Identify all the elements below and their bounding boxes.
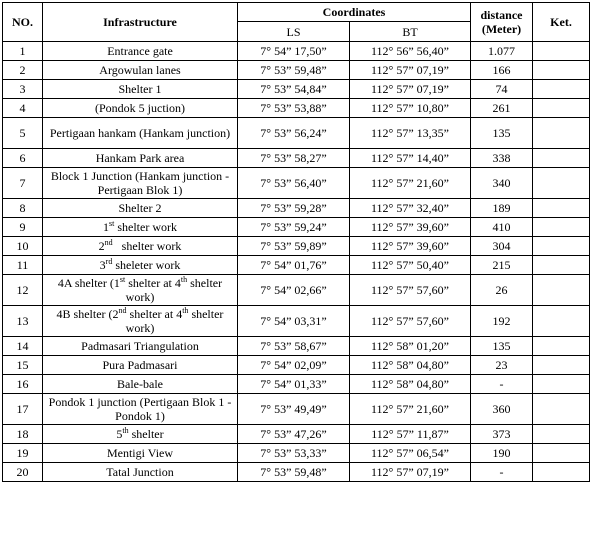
cell-distance: 340: [471, 168, 533, 199]
cell-bt: 112° 57” 50,40”: [350, 256, 471, 275]
cell-ket: [533, 275, 590, 306]
cell-distance: 360: [471, 394, 533, 425]
table-row: [3, 218, 590, 237]
cell-infrastructure: Shelter 2: [43, 199, 238, 218]
cell-ket: [533, 356, 590, 375]
cell-distance: 373: [471, 425, 533, 444]
infra-ordinal: st: [109, 219, 115, 228]
cell-ket: [533, 337, 590, 356]
table-row: [3, 149, 590, 168]
cell-ket: [533, 463, 590, 482]
cell-no: 4: [3, 99, 43, 118]
cell-ket: [533, 61, 590, 80]
infra-text-c: shelter work): [125, 307, 224, 335]
infra-text-a: 4B shelter (2: [56, 307, 119, 321]
cell-bt: 112° 57” 07,19”: [350, 61, 471, 80]
cell-infrastructure: Pondok 1 junction (Pertigaan Blok 1 - Pondok 1): [43, 394, 238, 425]
cell-ls: 7° 53” 53,33”: [238, 444, 350, 463]
cell-no: 3: [3, 80, 43, 99]
infra-ordinal-2: th: [180, 275, 188, 284]
table-row: [3, 99, 590, 118]
cell-no: 5: [3, 118, 43, 149]
cell-bt: 112° 57” 39,60”: [350, 237, 471, 256]
cell-bt: 112° 57” 07,19”: [350, 463, 471, 482]
cell-ls: 7° 54” 17,50”: [238, 42, 350, 61]
cell-ls: 7° 53” 59,24”: [238, 218, 350, 237]
cell-distance: -: [471, 375, 533, 394]
cell-ket: [533, 118, 590, 149]
infra-ordinal-1: st: [119, 275, 126, 284]
table-row: [3, 275, 590, 306]
cell-ls: 7° 53” 59,28”: [238, 199, 350, 218]
cell-ket: [533, 42, 590, 61]
header-distance: distance (Meter): [471, 3, 533, 42]
cell-infrastructure: Tatal Junction: [43, 463, 238, 482]
cell-infrastructure: Argowulan lanes: [43, 61, 238, 80]
cell-no: 15: [3, 356, 43, 375]
cell-no: 20: [3, 463, 43, 482]
cell-no: 7: [3, 168, 43, 199]
header-coordinates: Coordinates: [238, 3, 471, 22]
infra-ordinal-2: th: [182, 306, 189, 315]
cell-distance: 190: [471, 444, 533, 463]
table-row: [3, 337, 590, 356]
cell-bt: 112° 58” 04,80”: [350, 356, 471, 375]
cell-ls: 7° 53” 58,27”: [238, 149, 350, 168]
table-row: [3, 118, 590, 149]
table-row: [3, 306, 590, 337]
table-row: [3, 463, 590, 482]
cell-bt: 112° 57” 39,60”: [350, 218, 471, 237]
cell-ls: 7° 53” 58,67”: [238, 337, 350, 356]
cell-bt: 112° 57” 32,40”: [350, 199, 471, 218]
cell-distance: 410: [471, 218, 533, 237]
cell-no: 11: [3, 256, 43, 275]
table-row: [3, 168, 590, 199]
cell-no: 12: [3, 275, 43, 306]
cell-distance: 304: [471, 237, 533, 256]
cell-distance: 26: [471, 275, 533, 306]
infra-text: sheleter work: [112, 258, 181, 272]
cell-ket: [533, 444, 590, 463]
table-row: [3, 425, 590, 444]
cell-infrastructure: [43, 256, 238, 275]
cell-distance: 135: [471, 337, 533, 356]
cell-bt: 112° 57” 07,19”: [350, 80, 471, 99]
cell-distance: 192: [471, 306, 533, 337]
cell-infrastructure: Hankam Park area: [43, 149, 238, 168]
header-ket: Ket.: [533, 3, 590, 42]
cell-infrastructure: Block 1 Junction (Hankam junction - Pertigaan Blok 1): [43, 168, 238, 199]
cell-distance: 338: [471, 149, 533, 168]
cell-infrastructure: [43, 237, 238, 256]
infra-text: shelter: [128, 427, 164, 441]
table-row: [3, 356, 590, 375]
cell-no: 8: [3, 199, 43, 218]
cell-ls: 7° 53” 56,40”: [238, 168, 350, 199]
cell-ket: [533, 80, 590, 99]
cell-no: 16: [3, 375, 43, 394]
cell-distance: 261: [471, 99, 533, 118]
cell-infrastructure: Pura Padmasari: [43, 356, 238, 375]
infrastructure-table-container: [2, 2, 590, 482]
infra-ordinal: rd: [105, 257, 113, 266]
cell-no: 17: [3, 394, 43, 425]
table-row: [3, 42, 590, 61]
cell-bt: 112° 57” 13,35”: [350, 118, 471, 149]
cell-ls: 7° 54” 02,66”: [238, 275, 350, 306]
cell-bt: 112° 57” 14,40”: [350, 149, 471, 168]
cell-ls: 7° 54” 01,33”: [238, 375, 350, 394]
cell-infrastructure: Padmasari Triangulation: [43, 337, 238, 356]
cell-no: 14: [3, 337, 43, 356]
cell-distance: 215: [471, 256, 533, 275]
table-row: [3, 256, 590, 275]
cell-no: 9: [3, 218, 43, 237]
cell-distance: 74: [471, 80, 533, 99]
cell-ket: [533, 168, 590, 199]
infrastructure-coordinates-table: [2, 2, 590, 482]
infra-number: 1: [103, 220, 109, 234]
header-no: NO.: [3, 3, 43, 42]
infra-number: 2: [98, 239, 105, 253]
cell-ket: [533, 306, 590, 337]
cell-no: 10: [3, 237, 43, 256]
cell-infrastructure: Bale-bale: [43, 375, 238, 394]
cell-ket: [533, 237, 590, 256]
cell-infrastructure: [43, 306, 238, 337]
infra-text-c: shelter work): [125, 276, 223, 304]
cell-bt: 112° 57” 06,54”: [350, 444, 471, 463]
cell-no: 13: [3, 306, 43, 337]
cell-ls: 7° 54” 01,76”: [238, 256, 350, 275]
cell-ls: 7° 54” 02,09”: [238, 356, 350, 375]
cell-bt: 112° 57” 21,60”: [350, 394, 471, 425]
cell-ket: [533, 199, 590, 218]
cell-ls: 7° 53” 54,84”: [238, 80, 350, 99]
cell-infrastructure: Mentigi View: [43, 444, 238, 463]
infra-text-b: shelter at 4: [125, 276, 181, 290]
cell-infrastructure: Pertigaan hankam (Hankam junction): [43, 118, 238, 149]
cell-ket: [533, 256, 590, 275]
cell-ls: 7° 53” 59,48”: [238, 61, 350, 80]
header-bt: BT: [350, 22, 471, 42]
cell-distance: -: [471, 463, 533, 482]
infra-number: 5: [116, 427, 123, 441]
header-infrastructure: Infrastructure: [43, 3, 238, 42]
cell-ket: [533, 425, 590, 444]
cell-ket: [533, 149, 590, 168]
cell-no: 1: [3, 42, 43, 61]
cell-bt: 112° 58” 01,20”: [350, 337, 471, 356]
cell-ls: 7° 54” 03,31”: [238, 306, 350, 337]
cell-ls: 7° 53” 59,48”: [238, 463, 350, 482]
infra-ordinal-1: nd: [118, 306, 127, 315]
cell-bt: 112° 57” 57,60”: [350, 275, 471, 306]
cell-ls: 7° 53” 49,49”: [238, 394, 350, 425]
cell-ket: [533, 394, 590, 425]
table-row: [3, 80, 590, 99]
cell-distance: 1.077: [471, 42, 533, 61]
table-row: [3, 394, 590, 425]
cell-ls: 7° 53” 59,89”: [238, 237, 350, 256]
table-row: [3, 199, 590, 218]
header-ls: LS: [238, 22, 350, 42]
table-row: [3, 237, 590, 256]
cell-ket: [533, 375, 590, 394]
table-row: [3, 61, 590, 80]
cell-distance: 166: [471, 61, 533, 80]
infra-text: shelter work: [112, 239, 182, 253]
cell-ket: [533, 218, 590, 237]
cell-ls: 7° 53” 47,26”: [238, 425, 350, 444]
table-row: [3, 375, 590, 394]
infra-text: shelter work: [114, 220, 177, 234]
cell-no: 19: [3, 444, 43, 463]
infra-number: 3: [99, 258, 106, 272]
cell-bt: 112° 57” 10,80”: [350, 99, 471, 118]
infra-ordinal: th: [122, 426, 129, 435]
cell-no: 18: [3, 425, 43, 444]
infra-ordinal: nd: [104, 238, 113, 247]
cell-bt: 112° 56” 56,40”: [350, 42, 471, 61]
infra-text-b: shelter at 4: [126, 307, 183, 321]
cell-no: 2: [3, 61, 43, 80]
cell-bt: 112° 58” 04,80”: [350, 375, 471, 394]
cell-distance: 189: [471, 199, 533, 218]
cell-ket: [533, 99, 590, 118]
cell-infrastructure: Entrance gate: [43, 42, 238, 61]
infra-text-a: 4A shelter (1: [57, 276, 120, 290]
cell-infrastructure: [43, 218, 238, 237]
cell-distance: 135: [471, 118, 533, 149]
table-row: [3, 444, 590, 463]
cell-distance: 23: [471, 356, 533, 375]
cell-infrastructure: [43, 425, 238, 444]
cell-infrastructure: [43, 275, 238, 306]
table-body: [3, 42, 590, 482]
cell-ls: 7° 53” 56,24”: [238, 118, 350, 149]
cell-no: 6: [3, 149, 43, 168]
cell-bt: 112° 57” 57,60”: [350, 306, 471, 337]
cell-infrastructure: Shelter 1: [43, 80, 238, 99]
cell-infrastructure: (Pondok 5 juction): [43, 99, 238, 118]
cell-ls: 7° 53” 53,88”: [238, 99, 350, 118]
cell-bt: 112° 57” 21,60”: [350, 168, 471, 199]
cell-bt: 112° 57” 11,87”: [350, 425, 471, 444]
